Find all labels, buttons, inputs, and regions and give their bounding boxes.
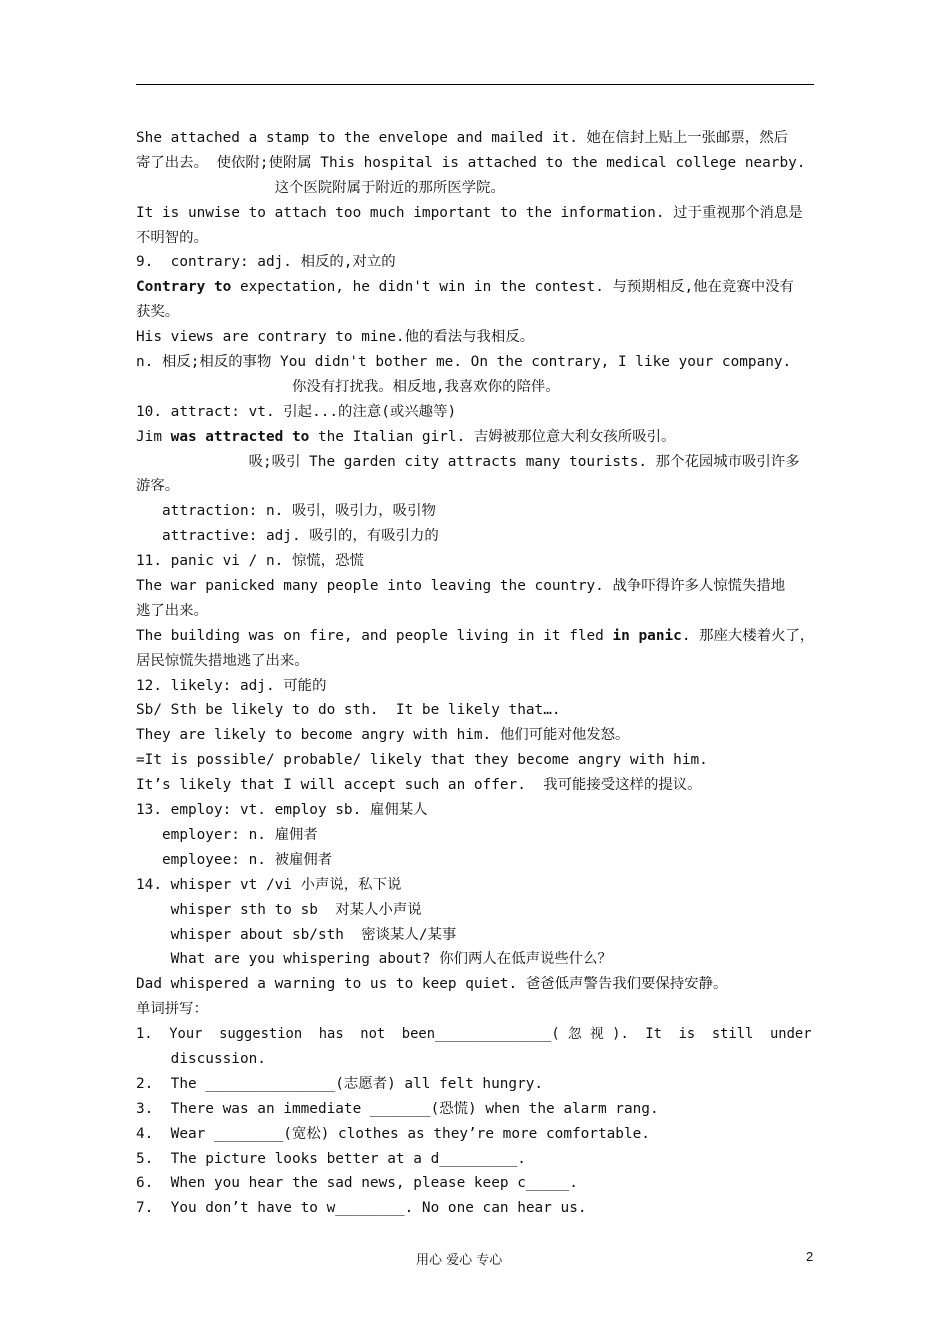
text-line: 逃了出来。 <box>136 602 208 619</box>
text-line: 单词拼写： <box>136 1001 208 1018</box>
text-line: whisper about sb/sth 密谈某人/某事 <box>136 926 457 943</box>
text-line: Dad whispered a warning to us to keep quiet. 爸爸低声警告我们要保持安静。 <box>136 976 728 993</box>
text-line: 这个医院附属于附近的那所医学院。 <box>136 179 505 196</box>
line-suffix: the Italian girl. 吉姆被那位意大利女孩所吸引。 <box>309 428 676 445</box>
text-line: Sb/ Sth be likely to do sth. It be likely that…. <box>136 702 561 719</box>
text-line: employer: n. 雇佣者 <box>136 826 318 843</box>
text-line: 不明智的。 <box>136 229 208 246</box>
bold-phrase: in panic <box>612 627 682 644</box>
text-line: whisper sth to sb 对某人小声说 <box>136 901 422 918</box>
text-line: 12. likely: adj. 可能的 <box>136 677 327 694</box>
text-line: 寄了出去。 使依附;使附属 This hospital is attached to the medical college nearby. <box>136 154 806 171</box>
line-prefix: The building was on fire, and people living in it fled <box>136 627 613 644</box>
text-line <box>136 425 816 450</box>
line-suffix: . 那座大楼着火了， <box>681 627 815 644</box>
text-line: 14. whisper vt /vi 小声说，私下说 <box>136 876 402 893</box>
text-line: 7. You don’t have to w________. No one can hear us. <box>136 1200 587 1217</box>
text-line: The war panicked many people into leaving the country. 战争吓得许多人惊慌失措地 <box>136 578 786 595</box>
page-number: 2 <box>806 1249 814 1264</box>
text-line: attraction: n. 吸引，吸引力，吸引物 <box>136 503 436 520</box>
text-line: =It is possible/ probable/ likely that they become angry with him. <box>136 752 708 769</box>
bold-phrase: Contrary to <box>136 279 232 296</box>
text-line: 游客。 <box>136 478 180 495</box>
text-line: 11. panic vi / n. 惊慌，恐慌 <box>136 553 364 570</box>
text-line: 获奖。 <box>136 304 180 321</box>
text-line: employee: n. 被雇佣者 <box>136 851 333 868</box>
header-rule <box>136 84 814 85</box>
text-line: 你没有打扰我。相反地,我喜欢你的陪伴。 <box>136 378 560 395</box>
text-line: 吸;吸引 The garden city attracts many tourists. 那个花园城市吸引许多 <box>136 453 800 470</box>
text-line: 10. attract: vt. 引起...的注意(或兴趣等) <box>136 403 457 420</box>
text-line: n. 相反;相反的事物 You didn't bother me. On the contrary, I like your company. <box>136 354 792 371</box>
text-line: It’s likely that I will accept such an offer. 我可能接受这样的提议。 <box>136 777 702 794</box>
text-line: 9. contrary: adj. 相反的,对立的 <box>136 254 396 271</box>
text-line <box>136 275 816 300</box>
text-line: 4. Wear ________(宽松) clothes as they’re more comfortable. <box>136 1125 650 1142</box>
text-line: 1. Your suggestion has not been______________( 忽 视 ). It is still under <box>136 1026 812 1043</box>
text-line: 2. The _______________(志愿者) all felt hungry. <box>136 1075 544 1092</box>
text-line: 13. employ: vt. employ sb. 雇佣某人 <box>136 802 428 819</box>
text-line: What are you whispering about? 你们两人在低声说些什么？ <box>136 951 612 968</box>
line-suffix: expectation, he didn't win in the contest. 与预期相反,他在竞赛中没有 <box>231 279 794 296</box>
bold-phrase: was attracted to <box>170 428 310 445</box>
text-line: They are likely to become angry with him. 他们可能对他发怒。 <box>136 727 630 744</box>
text-line: 3. There was an immediate _______(恐慌) when the alarm rang. <box>136 1100 659 1117</box>
text-line <box>136 624 816 649</box>
text-line: 5. The picture looks better at a d_________. <box>136 1150 526 1167</box>
text-line: 居民惊慌失措地逃了出来。 <box>136 652 309 669</box>
text-line: His views are contrary to mine.他的看法与我相反。 <box>136 329 535 346</box>
document-body <box>136 126 816 1221</box>
line-prefix: Jim <box>136 428 171 445</box>
text-line: She attached a stamp to the envelope and mailed it. 她在信封上贴上一张邮票，然后 <box>136 130 788 146</box>
text-line: 6. When you hear the sad news, please keep c_____. <box>136 1175 578 1192</box>
text-line: attractive: adj. 吸引的，有吸引力的 <box>136 528 439 545</box>
footer-motto: 用心 爱心 专心 <box>416 1253 503 1268</box>
text-line: discussion. <box>136 1050 266 1067</box>
text-line: It is unwise to attach too much important to the information. 过于重视那个消息是 <box>136 204 803 221</box>
